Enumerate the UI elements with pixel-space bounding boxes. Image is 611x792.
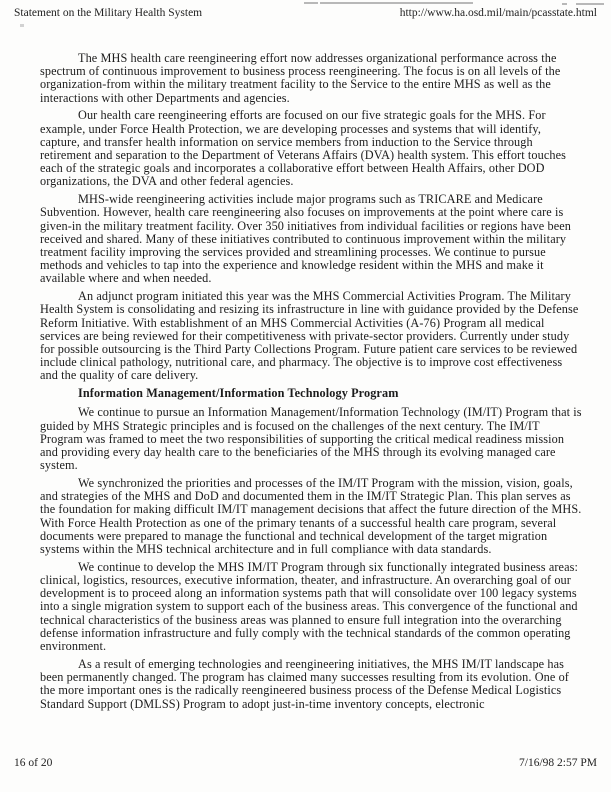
print-timestamp: 7/16/98 2:57 PM xyxy=(519,757,597,769)
document-title: Statement on the Military Health System xyxy=(14,7,203,19)
paragraph-im-it-landscape: As a result of emerging technologies and reengineering initiatives, the MHS IM/IT landscape has been permanently changed. The program has claimed many successes resulting from its evolution. One of the more important ones is the radically reengineered business process of the Defense Medical Logistics Standard Support (DMLSS) Program to adopt just-in-time inventory concepts, electronic xyxy=(40,656,569,711)
paragraph-strategic-goals: Our health care reengineering efforts are focused on our five strategic goals for the MHS. For example, under Force Health Protection, we are developing processes and systems that will identify, capture, and transfer health information on service members from induction to the Service through retirement and separation to the Department of Veterans Affairs (DVA) health system. This effort touches each of the strategic goals and incorporates a collaborative effort between Health Affairs, other DOD organizations, the DVA and other federal agencies. xyxy=(40,108,567,189)
paragraph-im-it-pursue: We continue to pursue an Information Management/Information Technology (IM/IT) Program that is guided by MHS Strategic principles and is focused on the challenges of the next century. The IM/IT Program was framed to meet the two responsibilities of supporting the critical medical readiness mission and providing every day health care to the beneficiaries of the MHS through its evolving managed care system. xyxy=(40,405,582,473)
scan-artifact-line-right xyxy=(576,3,604,5)
document-body xyxy=(40,52,582,715)
section-heading-im-it-program: Information Management/Information Technology Program xyxy=(78,386,399,401)
print-footer xyxy=(14,757,597,770)
document-url: http://www.ha.osd.mil/main/pcasstate.html xyxy=(399,7,597,19)
scan-artifact-tick xyxy=(562,3,567,5)
scan-artifact-speck xyxy=(20,24,24,27)
paragraph-mhs-wide-activities: MHS-wide reengineering activities include major programs such as TRICARE and Medicare Subvention. However, health care reengineering also focuses on improvements at the point where care is given-in the military treatment facility. Over 350 initiatives from individual facilities or regions have been received and shared. Many of these initiatives contributed to continuous improvement within the military treatment facility improving the services provided and streamlining processes. We continue to pursue methods and vehicles to tap into the experience and knowledge resident within the MHS and make it available where and when needed. xyxy=(40,192,572,286)
print-header xyxy=(14,7,597,20)
paragraph-mhs-reengineering: The MHS health care reengineering effort now addresses organizational performance across the spectrum of continuous improvement to business process reengineering. The focus is on all levels of the organization-from within the military treatment facility to the Service to the entire MHS as well as the interactions with other Departments and agencies. xyxy=(40,51,561,105)
scan-artifact-line xyxy=(320,2,473,4)
paragraph-im-it-synchronized: We synchronized the priorities and processes of the IM/IT Program with the mission, vision, goals, and strategies of the MHS and DoD and documented them in the IM/IT Strategic Plan. This plan serves as the foundation for making difficult IM/IT management decisions that affect the future direction of the MHS. With Force Health Protection as one of the primary tenants of a successful health care program, several documents were prepared to manage the functional and technical development of the target migration systems within the MHS technical architecture and in full compliance with data standards. xyxy=(40,476,582,557)
page-number: 16 of 20 xyxy=(14,757,53,769)
scan-artifact-dashes xyxy=(304,2,318,4)
paragraph-commercial-activities: An adjunct program initiated this year was the MHS Commercial Activities Program. The Military Health System is consolidating and resizing its infrastructure in line with guidance provided by the Defense Reform Initiative. With establishment of an MHS Commercial Activities (A-76) Program all medical services are being reviewed for their competitiveness with private-sector providers. Currently under study for possible outsourcing is the Third Party Collections Program. Future patient care services to be reviewed include clinical pathology, nutritional care, and pharmacy. The objective is to improve cost effectiveness and the quality of care delivery. xyxy=(40,289,579,383)
paragraph-im-it-business-areas: We continue to develop the MHS IM/IT Program through six functionally integrated business areas: clinical, logistics, resources, executive information, theater, and infrastructure. An overarching goal of our development is to proceed along an information systems path that will consolidate over 100 legacy systems into a single migration system to support each of the business areas. This convergence of the functional and technical characteristics of the business areas was planned to ensure full integration into the overarching defense information infrastructure and fully comply with the technical standards of the common operating environment. xyxy=(40,559,578,654)
